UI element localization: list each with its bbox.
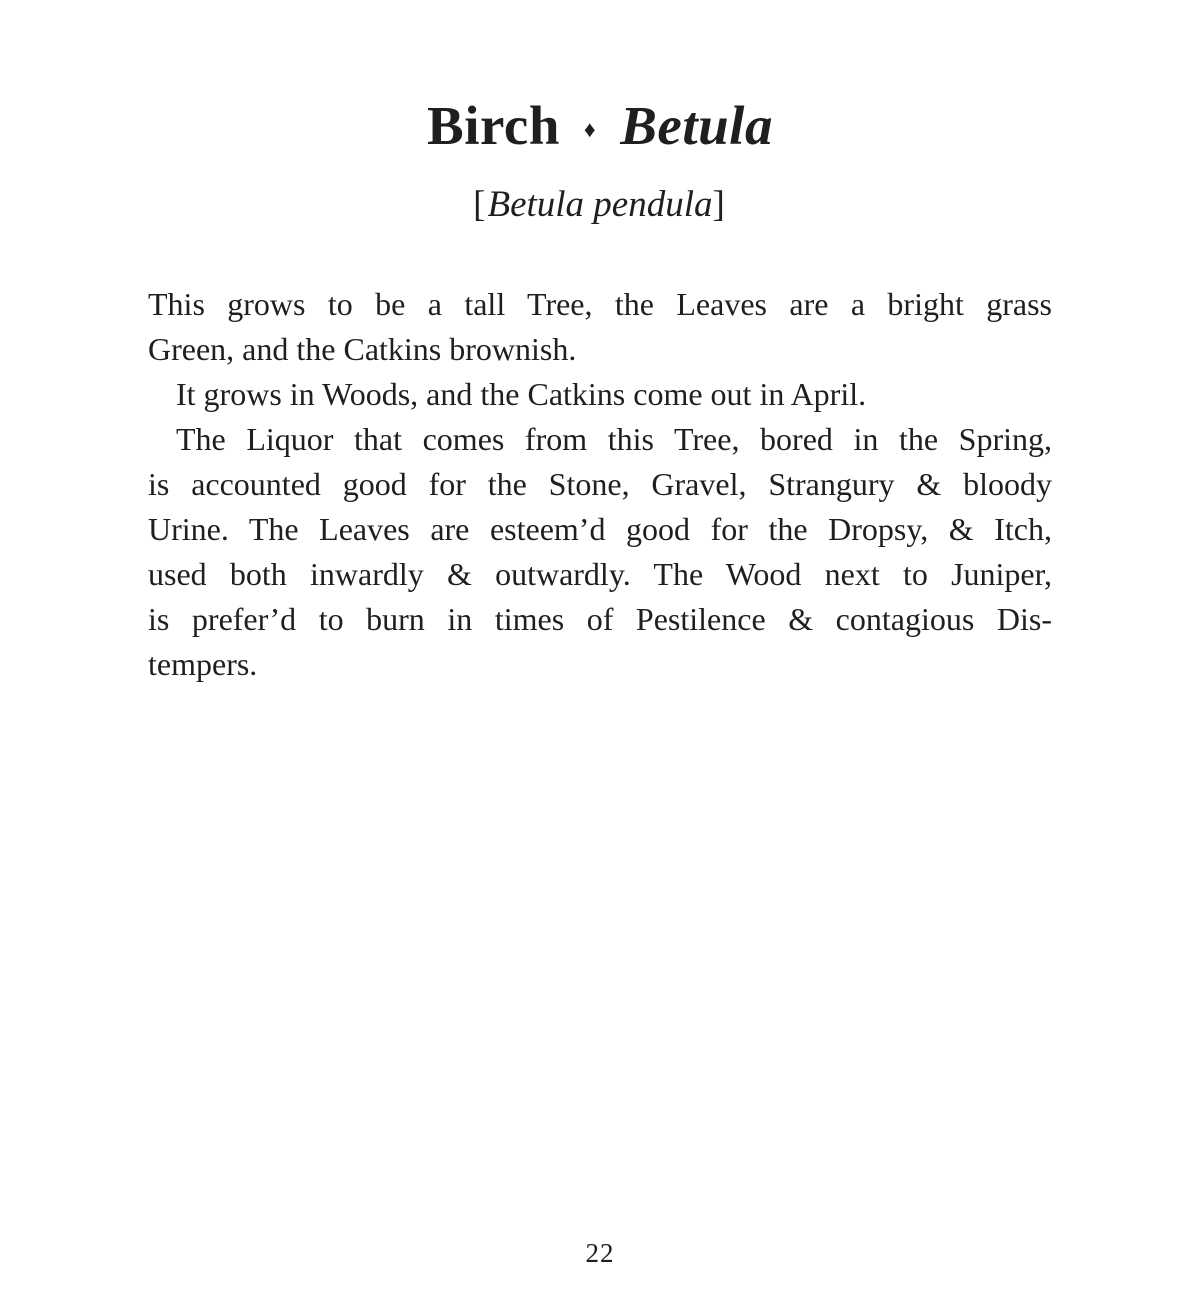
species-subtitle xyxy=(0,183,1200,227)
body-line: Green, and the Catkins brownish. xyxy=(148,330,577,367)
body-line: The Liquor that comes from this Tree, bored in the Spring, xyxy=(176,420,1052,457)
body-line: is prefer’d to burn in times of Pestilence & contagious Dis- xyxy=(148,600,1052,637)
body-text xyxy=(148,282,1052,687)
subtitle-close-bracket: ] xyxy=(712,184,727,226)
title-common-name: Birch xyxy=(427,95,560,156)
body-line: Urine. The Leaves are esteem’d good for the Dropsy, & Itch, xyxy=(148,510,1052,547)
diamond-separator-icon: ♦ xyxy=(583,115,597,142)
page-title xyxy=(0,94,1200,157)
body-line: It grows in Woods, and the Catkins come out in April. xyxy=(176,375,867,412)
title-latin-name: Betula xyxy=(620,95,773,156)
body-line: used both inwardly & outwardly. The Wood next to Juniper, xyxy=(148,555,1052,592)
body-line: tempers. xyxy=(148,645,258,682)
body-line: This grows to be a tall Tree, the Leaves are a bright grass xyxy=(148,285,1052,322)
subtitle-species-name: Betula pendula xyxy=(487,184,713,226)
subtitle-open-bracket: [ xyxy=(473,184,488,226)
body-line: is accounted good for the Stone, Gravel, Strangury & bloody xyxy=(148,465,1052,502)
page-number: 22 xyxy=(585,1238,615,1268)
